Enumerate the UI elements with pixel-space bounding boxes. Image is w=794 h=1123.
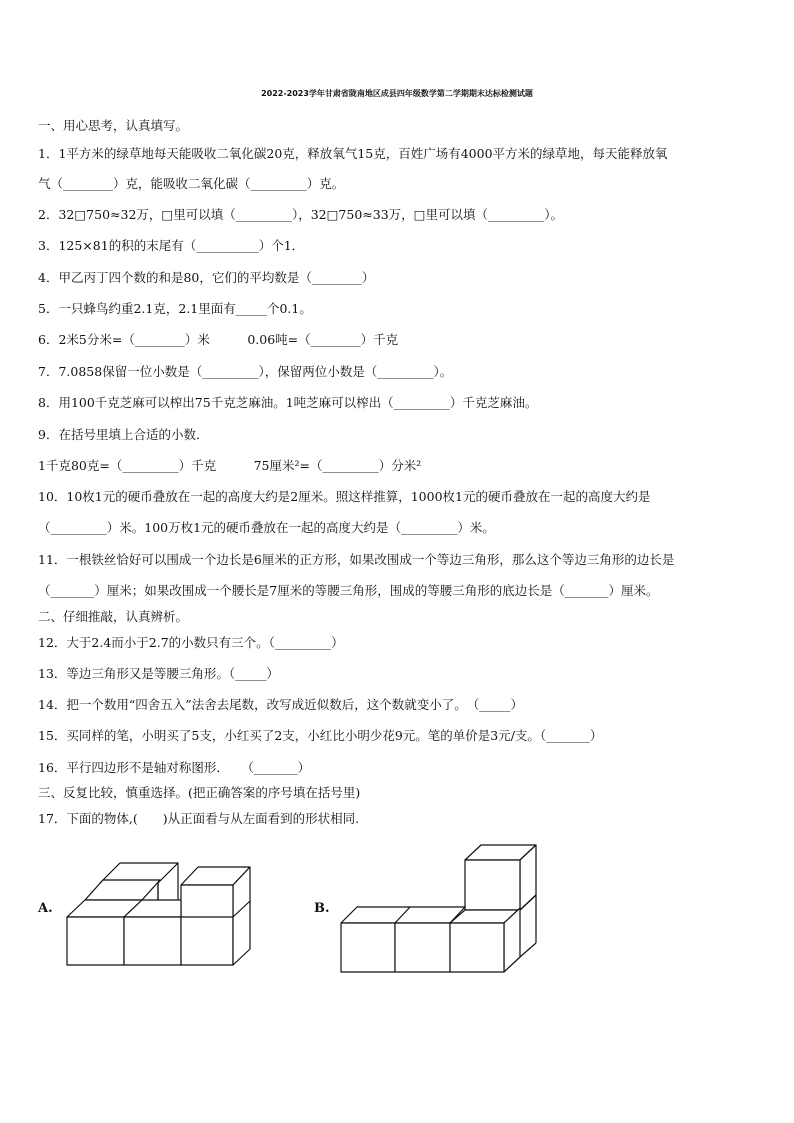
- question-1-line-1: 1．1平方米的绿草地每天能吸收二氧化碳20克，释放氧气15克，百姓广场有4000平方米的绿草地，每天能释放氧: [38, 146, 668, 161]
- option-a-label: A.: [38, 901, 53, 916]
- question-4: 4．甲乙丙丁四个数的和是80，它们的平均数是（________）: [38, 270, 375, 285]
- page-title: 2022-2023学年甘肃省陇南地区成县四年级数学第二学期期末达标检测试题: [261, 89, 533, 98]
- question-10-line-2: （_________）米。100万枚1元的硬币叠放在一起的高度大约是（_________）米。: [38, 520, 495, 535]
- question-9-items: 1千克80克=（_________）千克 75厘米²=（_________）分米²: [38, 458, 422, 473]
- question-1-line-2: 气（________）克，能吸收二氧化碳（_________）克。: [38, 176, 345, 191]
- option-b-cube-figure: [336, 840, 546, 976]
- section-3-heading: 三、反复比较，慎重选择。(把正确答案的序号填在括号里): [38, 785, 361, 800]
- option-b-label: B.: [314, 901, 330, 916]
- question-17: 17．下面的物体,( )从正面看与从左面看到的形状相同.: [38, 811, 360, 826]
- question-3: 3．125×81的积的末尾有（__________）个1．: [38, 238, 305, 253]
- question-5: 5．一只蜂鸟约重2.1克，2.1里面有_____个0.1。: [38, 301, 312, 316]
- question-11-line-1: 11．一根铁丝恰好可以围成一个边长是6厘米的正方形，如果改围成一个等边三角形，那么这个等边三角形的边长是: [38, 552, 675, 567]
- question-11-line-2: （_______）厘米；如果改围成一个腰长是7厘米的等腰三角形，围成的等腰三角形的底边长是（_______）厘米。: [38, 583, 659, 598]
- question-7: 7．7.0858保留一位小数是（_________），保留两位小数是（_________）。: [38, 364, 453, 379]
- section-2-heading: 二、仔细推敲，认真辨析。: [38, 609, 189, 624]
- question-16: 16．平行四边形不是轴对称图形． （_______）: [38, 760, 311, 775]
- option-a-cube-figure: [60, 845, 260, 975]
- question-8: 8．用100千克芝麻可以榨出75千克芝麻油。1吨芝麻可以榨出（_________）千克芝麻油。: [38, 395, 538, 410]
- section-1-heading: 一、用心思考，认真填写。: [38, 118, 189, 133]
- question-12: 12．大于2.4而小于2.7的小数只有三个。（_________）: [38, 635, 344, 650]
- question-9: 9．在括号里填上合适的小数．: [38, 427, 209, 442]
- question-10-line-1: 10．10枚1元的硬币叠放在一起的高度大约是2厘米。照这样推算，1000枚1元的硬币叠放在一起的高度大约是: [38, 489, 651, 504]
- question-15: 15．买同样的笔，小明买了5支，小红买了2支，小红比小明少花9元。笔的单价是3元/支。（_______）: [38, 728, 603, 743]
- question-14: 14．把一个数用“四舍五入”法舍去尾数，改写成近似数后，这个数就变小了。 （_____）: [38, 697, 523, 712]
- question-13: 13．等边三角形又是等腰三角形。（_____）: [38, 666, 279, 681]
- question-6: 6．2米5分米=（________）米 0.06吨=（________）千克: [38, 332, 399, 347]
- question-2: 2．32□750≈32万，□里可以填（_________），32□750≈33万，□里可以填（_________）。: [38, 207, 563, 222]
